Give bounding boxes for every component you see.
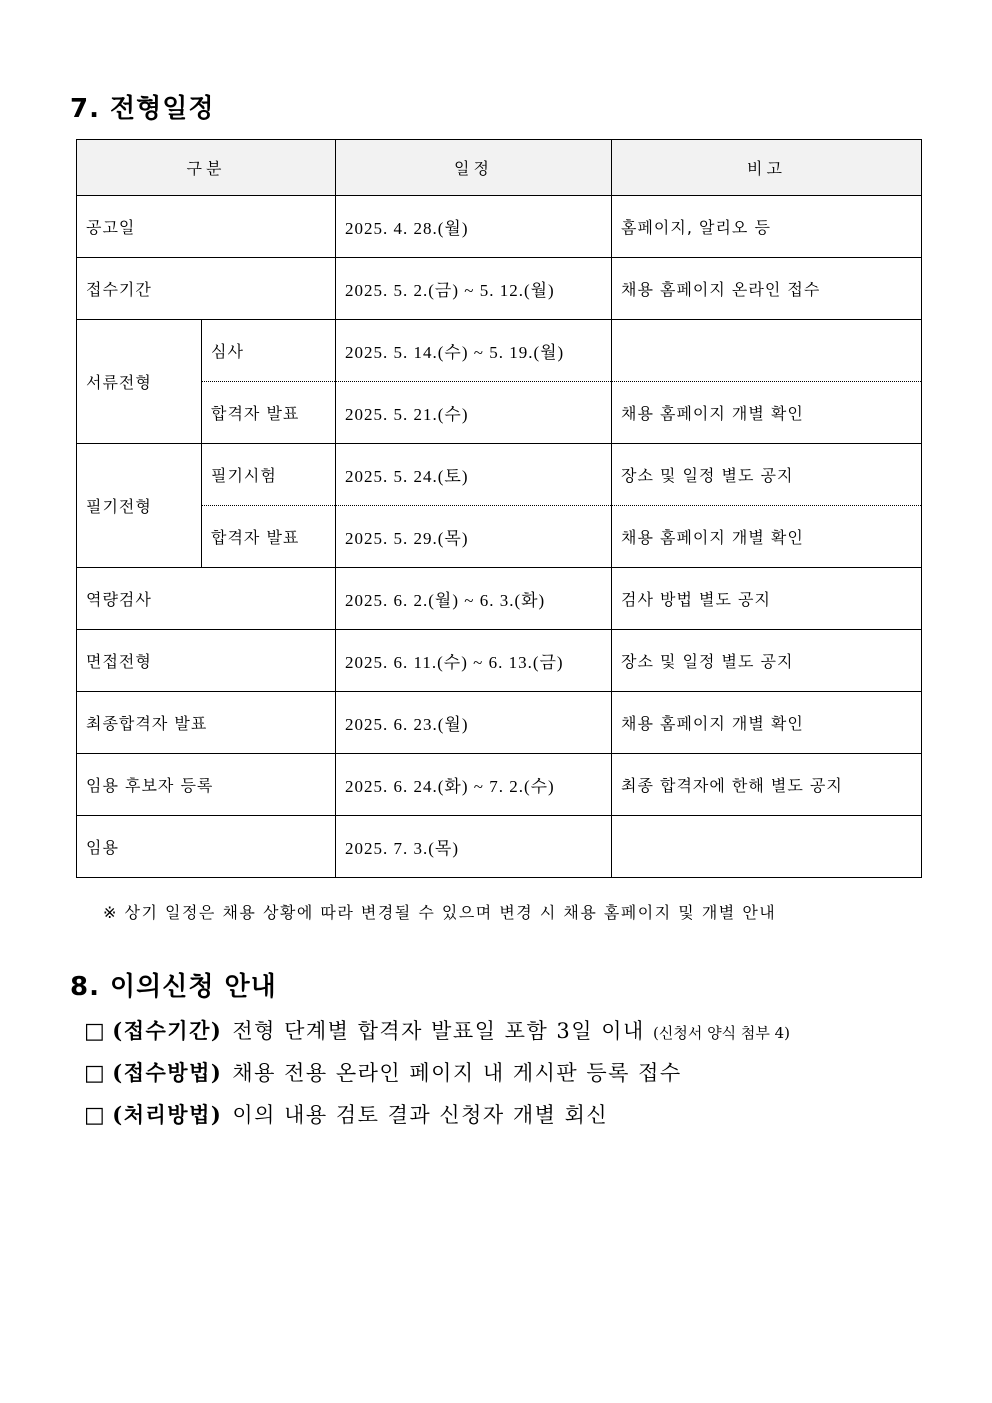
header-remarks: 비고 (612, 140, 922, 196)
table-header-row (77, 140, 922, 196)
table-row (77, 320, 922, 382)
row-label: 임용 (77, 816, 336, 878)
table-row (77, 444, 922, 506)
row-note (612, 816, 922, 878)
row-sub-label: 합격자 발표 (202, 382, 336, 444)
table-row (77, 692, 922, 754)
row-date: 2025. 7. 3.(목) (336, 816, 612, 878)
item-small-note: (신청서 양식 첨부 4) (653, 1024, 790, 1042)
row-date: 2025. 6. 2.(월) ~ 6. 3.(화) (336, 568, 612, 630)
row-date: 2025. 5. 29.(목) (336, 506, 612, 568)
row-note: 검사 방법 별도 공지 (612, 568, 922, 630)
checkbox-square-icon: □ (84, 1061, 107, 1086)
table-row (77, 630, 922, 692)
row-label: 최종합격자 발표 (77, 692, 336, 754)
row-sub-label: 합격자 발표 (202, 506, 336, 568)
table-row (77, 382, 922, 444)
row-note: 장소 및 일정 별도 공지 (612, 630, 922, 692)
row-note: 최종 합격자에 한해 별도 공지 (612, 754, 922, 816)
row-date: 2025. 5. 21.(수) (336, 382, 612, 444)
objection-item-method (84, 1057, 682, 1087)
row-note: 장소 및 일정 별도 공지 (612, 444, 922, 506)
item-text: 채용 전용 온라인 페이지 내 게시판 등록 접수 (232, 1061, 682, 1085)
table-row (77, 754, 922, 816)
row-date: 2025. 5. 24.(토) (336, 444, 612, 506)
table-row (77, 816, 922, 878)
row-label: 역량검사 (77, 568, 336, 630)
item-label: (접수기간) (112, 1018, 223, 1043)
row-note: 홈페이지, 알리오 등 (612, 196, 922, 258)
objection-item-processing (84, 1099, 608, 1129)
row-group-label: 서류전형 (77, 320, 202, 444)
schedule-footnote: ※ 상기 일정은 채용 상황에 따라 변경될 수 있으며 변경 시 채용 홈페이지 및 개별 안내 (103, 903, 777, 922)
row-note: 채용 홈페이지 개별 확인 (612, 692, 922, 754)
table-row (77, 568, 922, 630)
row-label: 면접전형 (77, 630, 336, 692)
row-date: 2025. 6. 23.(월) (336, 692, 612, 754)
item-label: (접수방법) (112, 1060, 223, 1085)
row-date: 2025. 4. 28.(월) (336, 196, 612, 258)
row-date: 2025. 6. 24.(화) ~ 7. 2.(수) (336, 754, 612, 816)
schedule-table (76, 139, 922, 878)
table-row (77, 196, 922, 258)
row-group-label: 필기전형 (77, 444, 202, 568)
section-8-title: 8. 이의신청 안내 (70, 972, 277, 1002)
item-text: 이의 내용 검토 결과 신청자 개별 회신 (232, 1103, 609, 1127)
objection-item-period (84, 1015, 790, 1045)
row-label: 임용 후보자 등록 (77, 754, 336, 816)
row-date: 2025. 5. 2.(금) ~ 5. 12.(월) (336, 258, 612, 320)
row-note: 채용 홈페이지 개별 확인 (612, 382, 922, 444)
checkbox-square-icon: □ (84, 1019, 107, 1044)
table-row (77, 506, 922, 568)
row-label: 공고일 (77, 196, 336, 258)
row-date: 2025. 6. 11.(수) ~ 6. 13.(금) (336, 630, 612, 692)
row-sub-label: 필기시험 (202, 444, 336, 506)
checkbox-square-icon: □ (84, 1103, 107, 1128)
header-category: 구분 (77, 140, 336, 196)
item-label: (처리방법) (112, 1102, 223, 1127)
row-note: 채용 홈페이지 온라인 접수 (612, 258, 922, 320)
row-label: 접수기간 (77, 258, 336, 320)
row-note: 채용 홈페이지 개별 확인 (612, 506, 922, 568)
section-7-title: 7. 전형일정 (70, 94, 215, 124)
row-date: 2025. 5. 14.(수) ~ 5. 19.(월) (336, 320, 612, 382)
table-row (77, 258, 922, 320)
row-sub-label: 심사 (202, 320, 336, 382)
item-text: 전형 단계별 합격자 발표일 포함 3일 이내 (232, 1019, 645, 1043)
header-schedule: 일정 (336, 140, 612, 196)
row-note (612, 320, 922, 382)
